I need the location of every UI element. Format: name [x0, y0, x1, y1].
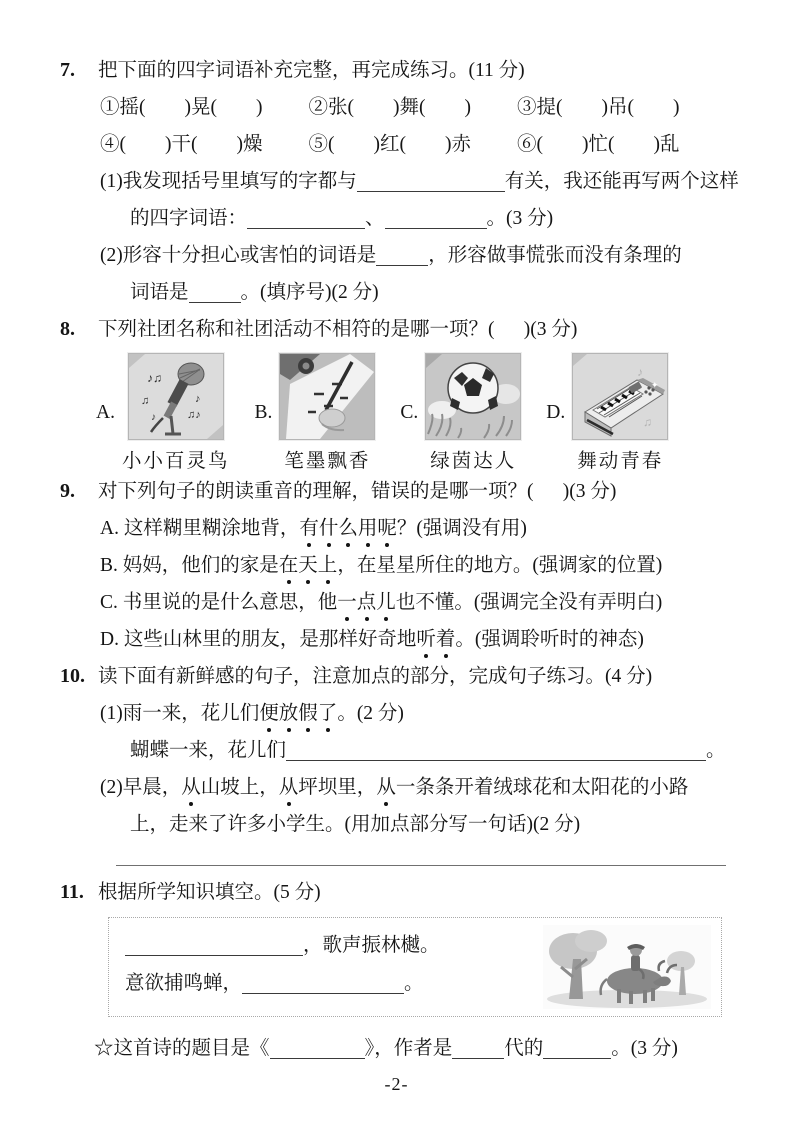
option-letter: C. [400, 402, 419, 423]
q7-word-row-2 [60, 126, 737, 163]
q10-sentence2-line2: 上，走来了许多小学生。(用加点部分写一句话)(2 分) [130, 814, 581, 835]
word-group-2: ②张( )舞( ) [308, 97, 471, 118]
q10-sentence1: (1)雨一来，花儿们便放假了。(2 分) [100, 703, 404, 724]
q9-number: 9. [60, 480, 75, 502]
q9-option-a: A. 这样糊里糊涂地背，有什么用呢？(强调没有用) [100, 518, 527, 539]
option-letter: D. [546, 402, 566, 423]
q7-sub1-line2: 的四字词语： 、 。(3 分) [130, 208, 554, 229]
q10-title: 读下面有新鲜感的句子，注意加点的部分，完成句子练习。(4 分) [98, 666, 653, 687]
option-label: 舞动青春 [577, 451, 664, 472]
q10-title-line [60, 658, 737, 695]
option-label: 绿茵达人 [430, 451, 517, 472]
q7-sub2-line2: 词语是 。(填序号)(2 分) [130, 282, 379, 303]
q7-sub1-line1: (1)我发现括号里填写的字都与 有关，我还能再写两个这样 [100, 171, 739, 192]
q10-number: 10. [60, 665, 85, 687]
q11-poem-box [108, 917, 722, 1017]
q11-poem-line2: 意欲捕鸣蝉， 。 [125, 973, 424, 994]
q7-number: 7. [60, 59, 75, 81]
q8-option-b [254, 353, 375, 473]
svg-text:✦: ✦ [651, 380, 659, 390]
q10-sentence2-line1: (2)早晨，从山坡上，从坪坝里，从一条条开着绒球花和太阳花的小路 [100, 777, 689, 798]
word-group-3: ③提( )吊( ) [516, 97, 680, 118]
q11-title-line [60, 874, 737, 911]
q8-title-line [60, 311, 737, 348]
page-number: -2- [384, 1074, 409, 1094]
q11-poem-line1: ，歌声振林樾。 [125, 927, 709, 965]
q11-star-line: ☆这首诗的题目是《 》，作者是 代的 。(3 分) [94, 1038, 678, 1059]
soccer-ball-icon [425, 353, 521, 440]
word-group-4: ④( )干( )燥 [100, 134, 263, 155]
q7-sub2-line1: (2)形容十分担心或害怕的词语是 ，形容做事慌张而没有条理的 [100, 245, 682, 266]
calligraphy-brush-icon [279, 353, 375, 440]
q11-title: 根据所学知识填空。(5 分) [98, 882, 321, 903]
svg-text:♪: ♪ [637, 365, 644, 379]
svg-text:♫: ♫ [643, 415, 653, 429]
microphone-icon [128, 353, 224, 440]
option-letter: B. [254, 402, 273, 423]
q9-option-d: D. 这些山林里的朋友，是那样好奇地听着。(强调聆听时的神态) [100, 629, 644, 650]
q7-title: 把下面的四字词语补充完整，再完成练习。(11 分) [98, 60, 525, 81]
svg-text:♪♫: ♪♫ [146, 371, 162, 385]
svg-text:♪: ♪ [194, 393, 201, 405]
option-label: 小小百灵鸟 [121, 451, 230, 472]
q7-word-row-1 [60, 89, 737, 126]
q7-title-line [60, 52, 737, 89]
q9-option-c: C. 书里说的是什么意思，他一点儿也不懂。(强调完全没有弄明白) [100, 592, 663, 613]
word-group-6: ⑥( )忙( )乱 [516, 134, 680, 155]
svg-text:♫♪: ♫♪ [186, 409, 201, 421]
q8-options [96, 353, 737, 473]
q9-title-line [60, 473, 737, 510]
q9-title: 对下列句子的朗读重音的理解，错误的是哪一项？( )(3 分) [98, 481, 617, 502]
q8-option-c [400, 353, 521, 473]
herdboy-on-buffalo-illustration [543, 925, 711, 1009]
q9-option-b: B. 妈妈，他们的家是在天上，在星星所住的地方。(强调家的位置) [100, 555, 663, 576]
svg-text:♪: ♪ [150, 412, 156, 423]
option-label: 笔墨飘香 [284, 451, 371, 472]
word-group-1: ①摇( )晃( ) [100, 97, 263, 118]
q10-answer-rule [116, 845, 726, 866]
keyboard-icon [572, 353, 668, 440]
option-letter: A. [96, 402, 115, 423]
word-group-5: ⑤( )红( )赤 [308, 134, 471, 155]
svg-text:♫: ♫ [140, 395, 149, 407]
q10-sentence1-answer: 蝴蝶一来，花儿们 。 [130, 740, 726, 761]
q8-option-d [546, 353, 668, 473]
q11-number: 11. [60, 881, 84, 903]
q8-title: 下列社团名称和社团活动不相符的是哪一项？( )(3 分) [98, 319, 578, 340]
q8-option-a [96, 353, 229, 473]
q8-number: 8. [60, 318, 75, 340]
